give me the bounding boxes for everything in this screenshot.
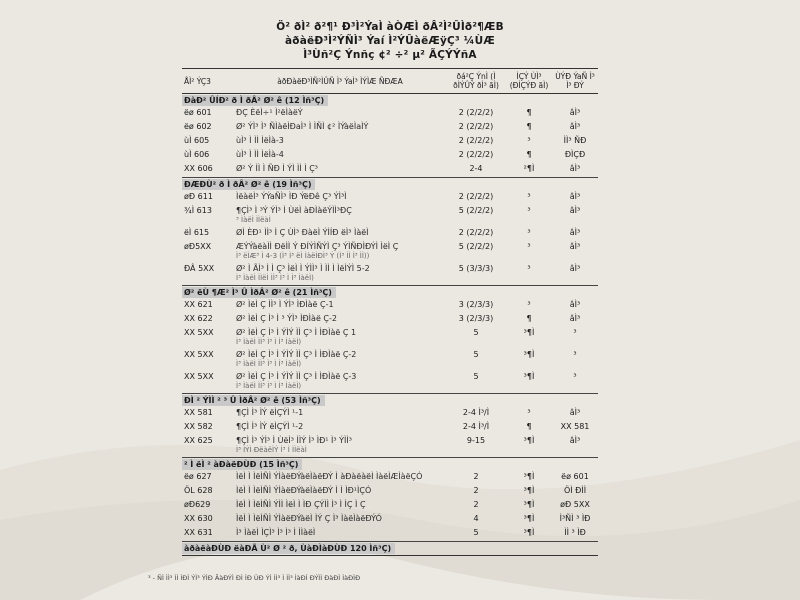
- course-title-cell: [234, 435, 446, 458]
- course-type: ³: [527, 242, 531, 251]
- course-credits: 2-4 Ì³/Ì: [462, 422, 490, 431]
- course-prerequisite: ³: [573, 372, 577, 381]
- course-credits: 2 (2/2/2): [458, 122, 494, 131]
- course-type-cell: [506, 135, 552, 149]
- course-type: ³: [527, 300, 531, 309]
- course-title: ÐÇ ÈëÌ÷¹ Ì²ëÌàëÝ: [236, 108, 303, 117]
- course-title: Ø² Ì ÃÌ³ Ì Ì Ç³ ÌëÌ Ì ÝÌÌ³ Ì ÌÌ Ì ÌëÌÝÌ 5-2: [236, 264, 370, 273]
- section-header-cell: [182, 458, 598, 472]
- course-code-cell: [182, 499, 234, 513]
- course-credits-cell: [446, 107, 506, 121]
- course-prerequisite-cell: [552, 407, 598, 421]
- curriculum-table: [182, 68, 598, 556]
- course-code: øÐ629: [184, 500, 211, 509]
- course-prerequisite: âÌ³: [569, 314, 581, 323]
- course-prerequisite: ÖÌ ÐÌÌ: [563, 486, 587, 495]
- course-code: ÖL 628: [184, 486, 213, 495]
- course-prerequisite: âÌ³: [569, 242, 581, 251]
- section-label: ÐàÐ² ÛÍÐ² ð Ì ðÂ² Ø² ê (12 Ìñ³Ç): [182, 95, 328, 106]
- title-line-3: Ì³Ùñ²Ç Ýnñç ¢² ÷² µ² ÃÇÝÝñA: [303, 49, 477, 61]
- course-prerequisite: âÌ³: [569, 300, 581, 309]
- course-type-cell: [506, 227, 552, 241]
- course-type: ¶: [526, 122, 532, 131]
- course-type: ³: [527, 192, 531, 201]
- course-credits: 5 (2/2/2): [458, 206, 494, 215]
- course-code-cell: [182, 313, 234, 327]
- course-credits: 5 (3/3/3): [458, 264, 494, 273]
- course-type-cell: [506, 421, 552, 435]
- course-code: XX 631: [184, 528, 213, 537]
- course-type: ³: [527, 136, 531, 145]
- course-code: XX 630: [184, 514, 213, 523]
- course-title: Ø² Ý ÌÌ Ì ÑÐ Ì ÝÌ ÌÌ Ì Ç³: [236, 164, 319, 173]
- total-row: [182, 542, 598, 556]
- course-credits-cell: [446, 149, 506, 163]
- section-header-cell: [182, 286, 598, 300]
- course-code: ëÌ 615: [184, 228, 210, 237]
- course-type-cell: [506, 527, 552, 542]
- course-prerequisite-cell: [552, 421, 598, 435]
- section-label: ² Ì ëÌ ² àÐàëÐÙÐ (15 Ìñ³Ç): [182, 459, 302, 470]
- course-prerequisite: âÌ³: [569, 206, 581, 215]
- course-code-cell: [182, 135, 234, 149]
- course-type-cell: [506, 263, 552, 286]
- table-header-row: [182, 69, 598, 94]
- course-credits: 5: [473, 372, 479, 381]
- course-type: ³¶Ì: [523, 372, 535, 381]
- table-row: [182, 135, 598, 149]
- course-prerequisite-cell: [552, 327, 598, 349]
- course-code: XX 625: [184, 436, 213, 445]
- course-prerequisite-cell: [552, 527, 598, 542]
- course-credits: 2 (2/2/2): [458, 192, 494, 201]
- course-credits: 9-15: [466, 436, 486, 445]
- course-credits-cell: [446, 313, 506, 327]
- course-prerequisite-cell: [552, 163, 598, 178]
- course-prerequisite-cell: [552, 263, 598, 286]
- column-header-code: ÅÌ² ÝÇ3: [182, 69, 234, 94]
- course-type: ³¶Ì: [523, 472, 535, 481]
- course-credits: 2: [473, 500, 479, 509]
- course-prerequisite-cell: [552, 513, 598, 527]
- course-code-cell: [182, 107, 234, 121]
- section-label: ÐÌ ² ÝÌÌ ² ³ Û ÌðÂ² Ø² ê (53 Ìñ³Ç): [182, 395, 325, 406]
- course-prerequisite-cell: [552, 371, 598, 394]
- course-prerequisite: âÌ³: [569, 108, 581, 117]
- course-type: ³: [527, 228, 531, 237]
- course-note: Ì³ ÌàëÌ ÌÌ³ Ì³ Ì Ì³ ÌàëÌ): [236, 360, 302, 368]
- course-prerequisite: ³: [573, 350, 577, 359]
- course-prerequisite-cell: [552, 499, 598, 513]
- course-title: ÌëàëÌ³ ÝÝaÑÌ³ ÌÐ ÝëÐê Ç³ ÝÌ³Ì: [236, 192, 347, 201]
- course-type: ³¶Ì: [523, 514, 535, 523]
- course-title-cell: [234, 227, 446, 241]
- course-code-cell: [182, 513, 234, 527]
- course-title-cell: [234, 471, 446, 485]
- course-type-cell: [506, 471, 552, 485]
- course-prerequisite-cell: [552, 299, 598, 313]
- course-code: ÐÂ 5XX: [184, 264, 215, 273]
- course-title: Ø² ÝÌ³ Ì³ ÑÌàëÌÐaÌ³ Ì ÌÑÌ ¢² ÌÝàëÌaÌÝ: [236, 122, 369, 131]
- table-row: [182, 121, 598, 135]
- course-type-cell: [506, 407, 552, 421]
- course-credits-cell: [446, 135, 506, 149]
- table-row: [182, 499, 598, 513]
- course-title: Ø² ÌëÌ Ç Ì³ Ì ÝÌÝ ÌÌ Ç³ Ì ÌÐÌàë Ç-3: [236, 372, 357, 381]
- course-credits-cell: [446, 407, 506, 421]
- course-type-cell: [506, 241, 552, 263]
- course-credits-cell: [446, 327, 506, 349]
- course-prerequisite: âÌ³: [569, 192, 581, 201]
- course-title: ÌëÌ Ì ÌëÌÑÌ ÝÌÌ ÌëÌ Ì ÌÐ ÇÝÌÌ Ì³ Ì ÌÇ Ì Ç: [236, 500, 366, 509]
- course-code-cell: [182, 149, 234, 163]
- footnote: ³ - ÑÌ ÌÌ³ ÌÌ ÌÐÌ ÝÌ³ ÝÌÐ ÃàÐÝÌ ÐÌ ÌÐ ÙÐ ÝÌ ÌÌ³ Ì ÌÌ³ ÌàÐÌ ÐÝÌÌ ÐàÐÌ ÌàÐÌÐ: [148, 574, 361, 582]
- course-title: Ø² ÌëÌ Ç Ì³ Ì ³ ÝÌ³ ÌÐÌàë Ç-2: [236, 314, 337, 323]
- column-header-title: àðÐàëÐ³ÌÑ²ÌÛÑ Ì³ ÝaÌ³ ÌÝÌÆ ÑÐÆA: [234, 69, 446, 94]
- course-code-cell: [182, 299, 234, 313]
- table-row: [182, 471, 598, 485]
- course-prerequisite: ÐÌÇÐ: [564, 150, 586, 159]
- course-type-cell: [506, 349, 552, 371]
- course-prerequisite-cell: [552, 191, 598, 205]
- section-label: ÐÆÐÙ² ð Ì ðÂ² Ø² ê (19 Ìñ³Ç): [182, 179, 315, 190]
- course-type-cell: [506, 435, 552, 458]
- table-row: [182, 205, 598, 227]
- course-note: Ì³ ëÌÆ³ Ì 4-3 (Ì³ Ì³ ëÌ ÌàëÌÐÌ³ Ý (Ì³ ÌÌ Ì³ ÌÌ)): [236, 252, 370, 260]
- course-type-cell: [506, 107, 552, 121]
- course-title-cell: [234, 263, 446, 286]
- table-row: [182, 163, 598, 178]
- course-type-cell: [506, 121, 552, 135]
- course-title-cell: [234, 149, 446, 163]
- course-note: Ì³ ÌàëÌ ÌÌëÌ ÌÌ³ Ì³ Ì Ì³ ÌàëÌ): [236, 274, 314, 282]
- table-row: [182, 227, 598, 241]
- course-code-cell: [182, 421, 234, 435]
- course-prerequisite: âÌ³: [569, 264, 581, 273]
- course-code: ëø 601: [184, 108, 212, 117]
- course-prerequisite: ÌÌ ³ ÌÐ: [564, 528, 586, 537]
- course-credits: 2: [473, 472, 479, 481]
- course-type: ³¶Ì: [523, 350, 535, 359]
- column-header-credits: ðá²Ç ÝnÌ (Ì ðÌÝÛÝ ðÌ³ ãÌ): [446, 69, 506, 94]
- table-row: [182, 371, 598, 394]
- course-prerequisite-cell: [552, 107, 598, 121]
- course-credits-cell: [446, 263, 506, 286]
- course-code: XX 5XX: [184, 328, 214, 337]
- total-label: àðàëàÐÙÐ ëàÐÃ Ù² Ø ² ð, ÙàÐÌàÐÙÐ 120 Ìñ³Ç): [182, 543, 395, 554]
- table-row: [182, 435, 598, 458]
- course-code-cell: [182, 485, 234, 499]
- course-type-cell: [506, 205, 552, 227]
- section-header-row: [182, 178, 598, 192]
- course-prerequisite: âÌ³: [569, 436, 581, 445]
- course-prerequisite-cell: [552, 485, 598, 499]
- course-title-cell: [234, 371, 446, 394]
- course-code: XX 5XX: [184, 350, 214, 359]
- course-type-cell: [506, 313, 552, 327]
- course-title: Ø² ÌëÌ Ç Ì³ Ì ÝÌÝ ÌÌ Ç³ Ì ÌÐÌàë Ç-2: [236, 350, 357, 359]
- course-prerequisite-cell: [552, 471, 598, 485]
- course-type-cell: [506, 371, 552, 394]
- course-code-cell: [182, 121, 234, 135]
- course-credits-cell: [446, 471, 506, 485]
- course-code: ùÌ 606: [184, 150, 210, 159]
- course-type-cell: [506, 191, 552, 205]
- course-title: ¶ÇÌ Ì³ ÝÌ³ Ì ÙëÌ³ ÌÌÝ Ì³ ÌÐ¹ Ì³ ÝÌÌ³: [236, 436, 352, 445]
- course-code-cell: [182, 227, 234, 241]
- course-prerequisite: øÐ 5XX: [560, 500, 590, 509]
- title-line-2: àðàëÐ³Ì²ÝÑÌ³ Ýaí Ì²ÝÛàëÆÿÇ³ ¼ÙÆ: [285, 35, 495, 47]
- course-prerequisite: âÌ³: [569, 408, 581, 417]
- table-row: [182, 191, 598, 205]
- course-title: ¶ÇÌ Ì³ ÌÝ ëÌÇÝÌ ¹-2: [236, 422, 304, 431]
- course-type: ³: [527, 264, 531, 273]
- course-title: ÌëÌ Ì ÌëÌÑÌ ÝÌàëÐÝàëÌàëÐÝ Ì àÐàëàëÌ ÌàëÌÆÌàëÇÓ: [236, 472, 423, 481]
- course-credits: 2 (2/2/2): [458, 150, 494, 159]
- course-title: ÌëÌ Ì ÌëÌÑÌ ÝÌàëÐÝàëÌ ÌÝ Ç Ì³ ÌàëÌàëÐÝÓ: [236, 514, 382, 523]
- course-credits: 2: [473, 486, 479, 495]
- course-title-cell: [234, 313, 446, 327]
- course-title-cell: [234, 407, 446, 421]
- course-code-cell: [182, 263, 234, 286]
- course-prerequisite: âÌ³: [569, 164, 581, 173]
- course-title: ¶ÇÌ Ì³ ÌÝ ëÌÇÝÌ ¹-1: [236, 408, 304, 417]
- table-row: [182, 327, 598, 349]
- course-type: ³¶Ì: [523, 328, 535, 337]
- course-note: ³ ÌàëÌ ÌÌëàÌ: [236, 216, 271, 224]
- course-prerequisite-cell: [552, 349, 598, 371]
- course-code: ¾Ì 613: [184, 206, 212, 215]
- course-type: ³: [527, 408, 531, 417]
- course-credits-cell: [446, 371, 506, 394]
- course-type-cell: [506, 299, 552, 313]
- course-code: øÐ 611: [184, 192, 213, 201]
- table-row: [182, 513, 598, 527]
- course-prerequisite: âÌ³: [569, 122, 581, 131]
- column-header-type: ÌÇÝ ÙÌ³ (ÐÌÇÝÐ ãÌ): [506, 69, 552, 94]
- course-credits: 2 (2/2/2): [458, 228, 494, 237]
- document-page: [182, 20, 598, 556]
- course-prerequisite: XX 581: [560, 422, 590, 431]
- course-credits-cell: [446, 435, 506, 458]
- course-type: ³¶Ì: [523, 436, 535, 445]
- course-credits-cell: [446, 349, 506, 371]
- course-title: Ì³ ÌàëÌ ÌÇÌ³ Ì³ Ì³ Ì ÌÌàëÌ: [236, 528, 316, 537]
- course-credits-cell: [446, 191, 506, 205]
- course-note: Ì³ ÌàëÌ ÌÌ³ Ì³ Ì Ì³ ÌàëÌ): [236, 382, 302, 390]
- course-code: øÐ5XX: [184, 242, 212, 251]
- course-type: ²¶Ì: [523, 164, 535, 173]
- course-prerequisite-cell: [552, 227, 598, 241]
- course-code: XX 621: [184, 300, 213, 309]
- table-row: [182, 349, 598, 371]
- course-note: Ì³ ÌÝÌ ÐëàëÌÝ Ì³ Ì ÌÌëàÌ: [236, 446, 307, 454]
- course-title-cell: [234, 135, 446, 149]
- course-credits: 5: [473, 328, 479, 337]
- table-row: [182, 421, 598, 435]
- course-credits: 5: [473, 528, 479, 537]
- section-header-row: [182, 94, 598, 108]
- course-credits-cell: [446, 299, 506, 313]
- table-row: [182, 527, 598, 542]
- course-title-cell: [234, 421, 446, 435]
- section-header-row: [182, 394, 598, 408]
- course-prerequisite-cell: [552, 313, 598, 327]
- course-code: ùÌ 605: [184, 136, 210, 145]
- course-code-cell: [182, 371, 234, 394]
- table-row: [182, 299, 598, 313]
- course-title-cell: [234, 241, 446, 263]
- course-title-cell: [234, 349, 446, 371]
- course-code-cell: [182, 435, 234, 458]
- course-credits: 3 (2/3/3): [458, 300, 494, 309]
- course-prerequisite: âÌ³: [569, 228, 581, 237]
- table-row: [182, 241, 598, 263]
- course-code-cell: [182, 349, 234, 371]
- course-title: ÌëÌ Ì ÌëÌÑÌ ÝÌàëÐÝàëÌàëÐÝ Ì Ì ÌÐ¹ÌÇÓ: [236, 486, 372, 495]
- table-row: [182, 313, 598, 327]
- table-body: [182, 94, 598, 556]
- course-code: XX 622: [184, 314, 213, 323]
- course-type: ³: [527, 206, 531, 215]
- section-header-row: [182, 458, 598, 472]
- course-type: ³¶Ì: [523, 486, 535, 495]
- course-code: ëø 627: [184, 472, 212, 481]
- course-code: ëø 602: [184, 122, 212, 131]
- course-credits: 2 (2/2/2): [458, 136, 494, 145]
- course-credits-cell: [446, 485, 506, 499]
- course-prerequisite-cell: [552, 135, 598, 149]
- course-title-cell: [234, 107, 446, 121]
- course-prerequisite-cell: [552, 435, 598, 458]
- course-type-cell: [506, 513, 552, 527]
- course-code-cell: [182, 527, 234, 542]
- course-title-cell: [234, 499, 446, 513]
- course-title-cell: [234, 299, 446, 313]
- course-credits: 3 (2/3/3): [458, 314, 494, 323]
- section-header-cell: [182, 178, 598, 192]
- course-credits-cell: [446, 205, 506, 227]
- course-code-cell: [182, 327, 234, 349]
- course-credits-cell: [446, 163, 506, 178]
- course-credits-cell: [446, 527, 506, 542]
- course-credits-cell: [446, 499, 506, 513]
- course-title-cell: [234, 121, 446, 135]
- course-prerequisite-cell: [552, 121, 598, 135]
- course-code-cell: [182, 407, 234, 421]
- course-code-cell: [182, 241, 234, 263]
- course-prerequisite-cell: [552, 149, 598, 163]
- course-title: ùÌ³ Ì ÌÌ ÌëÌà-3: [236, 136, 284, 145]
- course-prerequisite: ÌÌ³ ÑÐ: [563, 136, 587, 145]
- course-code: XX 5XX: [184, 372, 214, 381]
- course-title-cell: [234, 191, 446, 205]
- course-title-cell: [234, 163, 446, 178]
- section-label: Ø² ëÙ ¶Æ² Ì³ Û ÌðÂ² Ø² ê (21 Ìñ³Ç): [182, 287, 336, 298]
- course-prerequisite-cell: [552, 205, 598, 227]
- course-title: ÆÝÝàëàÌÌ ÐëÌÌ Ý ÐÍÝÌÑÝÌ Ç³ ÝÌÑÐÌÐÝÌ ÌëÌ Ç: [236, 242, 399, 251]
- course-credits: 2-4: [469, 164, 483, 173]
- course-type-cell: [506, 163, 552, 178]
- table-row: [182, 263, 598, 286]
- course-code-cell: [182, 163, 234, 178]
- course-type: ¶: [526, 150, 532, 159]
- total-cell: [182, 542, 598, 556]
- section-header-cell: [182, 394, 598, 408]
- course-code-cell: [182, 191, 234, 205]
- course-title: ¶ÇÌ³ Ì ³Ý ÝÌ³ Ì ÙëÌ àÐÌàëÝÌÌ³ÐÇ: [236, 206, 352, 215]
- course-code: XX 582: [184, 422, 213, 431]
- course-credits: 2 (2/2/2): [458, 108, 494, 117]
- title-line-1: Ö² ðÌ² ð²¶¹ Ð³Ì²ÝaÌ àÒÆÌ ðÂ²Ì²ÛÌð²¶ÆB: [276, 21, 504, 33]
- course-prerequisite: ³: [573, 328, 577, 337]
- course-code-cell: [182, 471, 234, 485]
- table-row: [182, 107, 598, 121]
- course-credits: 5 (2/2/2): [458, 242, 494, 251]
- course-title-cell: [234, 327, 446, 349]
- course-credits-cell: [446, 241, 506, 263]
- course-credits-cell: [446, 227, 506, 241]
- course-credits-cell: [446, 421, 506, 435]
- section-header-row: [182, 286, 598, 300]
- course-prerequisite: ëø 601: [561, 472, 589, 481]
- course-title-cell: [234, 485, 446, 499]
- course-title-cell: [234, 205, 446, 227]
- course-type: ¶: [526, 108, 532, 117]
- document-title: [182, 20, 598, 62]
- course-credits-cell: [446, 513, 506, 527]
- course-note: Ì³ ÌàëÌ ÌÌ³ Ì³ Ì Ì³ ÌàëÌ): [236, 338, 302, 346]
- table-row: [182, 149, 598, 163]
- course-type: ¶: [526, 314, 532, 323]
- section-header-cell: [182, 94, 598, 108]
- course-title-cell: [234, 513, 446, 527]
- course-type-cell: [506, 149, 552, 163]
- course-credits: 5: [473, 350, 479, 359]
- table-row: [182, 407, 598, 421]
- course-type-cell: [506, 327, 552, 349]
- course-prerequisite-cell: [552, 241, 598, 263]
- course-type-cell: [506, 499, 552, 513]
- course-prerequisite: Ì³ÑÌ ³ ÌÐ: [559, 514, 591, 523]
- course-credits: 2-4 Ì³/Ì: [462, 408, 490, 417]
- course-type: ¶: [526, 422, 532, 431]
- course-type-cell: [506, 485, 552, 499]
- course-credits: 4: [473, 514, 479, 523]
- course-title-cell: [234, 527, 446, 542]
- course-title: ùÌ³ Ì ÌÌ ÌëÌà-4: [236, 150, 284, 159]
- course-code: XX 606: [184, 164, 213, 173]
- course-type: ³¶Ì: [523, 528, 535, 537]
- course-code: XX 581: [184, 408, 213, 417]
- course-title: Ø² ÌëÌ Ç ÌÌ³ Ì ÝÌ³ ÌÐÌàë Ç-1: [236, 300, 334, 309]
- course-title: ØÌ ÈÐ¹ ÌÌ³ Ì Ç ÙÌ³ ÐàëÌ ÝÌÍÐ ëÌ³ ÌàëÌ: [236, 228, 369, 237]
- course-code-cell: [182, 205, 234, 227]
- course-title: Ø² ÌëÌ Ç Ì³ Ì ÝÌÝ ÌÌ Ç³ Ì ÌÐÌàë Ç 1: [236, 328, 357, 337]
- column-header-prerequisite: ÙÝÐ ÝaÑ Ì³ Ì³ ÐÝ: [552, 69, 598, 94]
- course-credits-cell: [446, 121, 506, 135]
- course-type: ³¶Ì: [523, 500, 535, 509]
- table-row: [182, 485, 598, 499]
